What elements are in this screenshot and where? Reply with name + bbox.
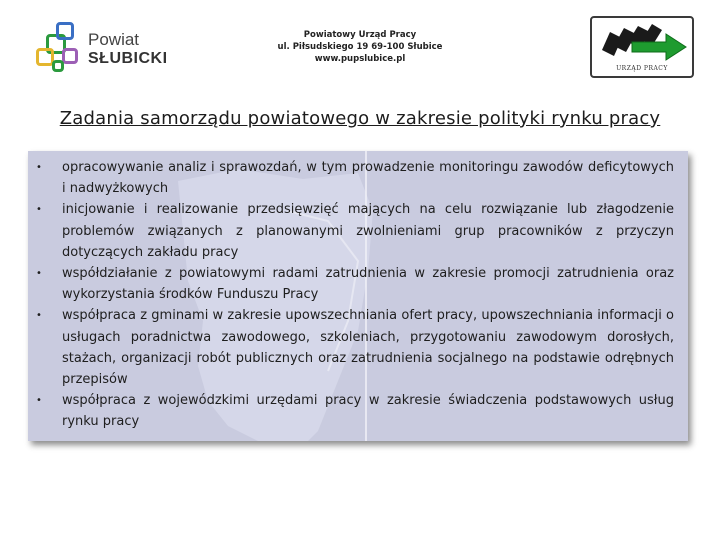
task-text: współdziałanie z powiatowymi radami zatrudnienia w zakresie promocji zatrudnienia oraz wykorzystania środków Funduszu Pracy bbox=[62, 266, 674, 303]
task-text: inicjowanie i realizowanie przedsięwzięć mających na celu rozwiązanie lub złagodzenie problemów związanych z planowanymi zwolnieniami grup pracowników z przyczyn dotyczących zakładu pracy bbox=[62, 202, 674, 260]
urzad-pracy-emblem-icon bbox=[592, 20, 692, 66]
urzad-pracy-label: URZĄD PRACY bbox=[616, 65, 668, 72]
bullet-icon: • bbox=[36, 204, 42, 216]
list-item bbox=[28, 263, 688, 305]
logo-square-purple bbox=[62, 48, 78, 64]
list-item bbox=[28, 305, 688, 390]
logo-text-slubicki: SŁUBICKI bbox=[88, 50, 168, 67]
bullet-icon: • bbox=[36, 268, 42, 280]
bullet-icon: • bbox=[36, 395, 42, 407]
list-item bbox=[28, 199, 688, 263]
urzad-pracy-logo bbox=[590, 16, 694, 78]
bullet-icon: • bbox=[36, 310, 42, 322]
logo-square-blue bbox=[56, 22, 74, 40]
list-item bbox=[28, 157, 688, 199]
office-address: ul. Piłsudskiego 19 69-100 Słubice bbox=[277, 42, 443, 52]
page-title: Zadania samorządu powiatowego w zakresie polityki rynku pracy bbox=[59, 108, 661, 129]
logo-text-powiat: Powiat bbox=[88, 30, 140, 49]
tasks-panel bbox=[28, 151, 688, 441]
powiat-slubicki-logo bbox=[32, 14, 172, 80]
office-website: www.pupslubice.pl bbox=[314, 54, 406, 64]
task-list bbox=[28, 157, 688, 433]
list-item bbox=[28, 390, 688, 432]
office-name: Powiatowy Urząd Pracy bbox=[303, 30, 417, 40]
task-text: opracowywanie analiz i sprawozdań, w tym prowadzenie monitoringu zawodów deficytowych i nadwyżkowych bbox=[62, 160, 674, 197]
logo-square-green-small bbox=[52, 60, 64, 72]
task-text: współpraca z wojewódzkimi urzędami pracy w zakresie świadczenia podstawowych usług rynku pracy bbox=[62, 393, 674, 430]
bullet-icon: • bbox=[36, 162, 42, 173]
office-info bbox=[250, 29, 470, 65]
task-text: współpraca z gminami w zakresie upowszechniania ofert pracy, upowszechniania informacji o usługach poradnictwa zawodowego, szkoleniach, przygotowaniu zawodowym dorosłych, stażach, organizacji robót publicznych oraz zatrudnienia socjalnego na podstawie odrębnych przepisów bbox=[62, 308, 674, 388]
